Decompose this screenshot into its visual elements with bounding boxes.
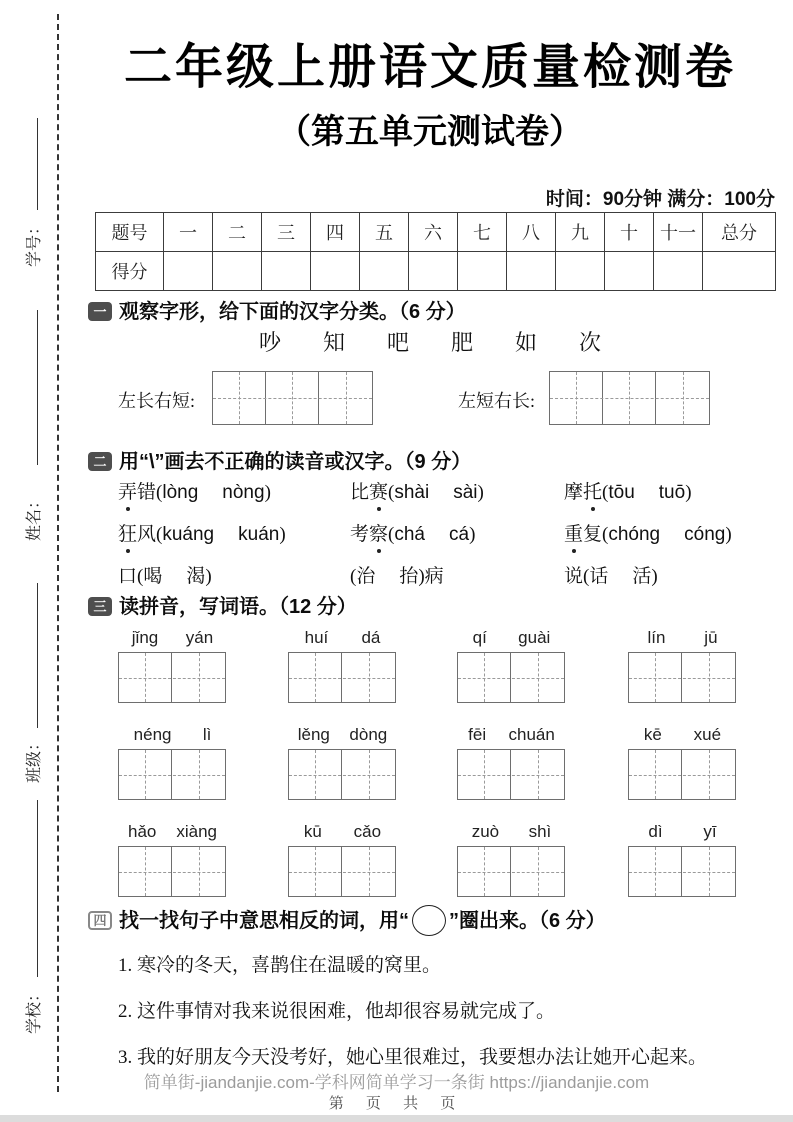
pinyin-syllable: chuán (508, 725, 555, 744)
antonym-sentence[interactable]: 2. 这件事情对我来说很困难，他却很容易就完成了。 (118, 1001, 556, 1022)
tianzige-writing-cell[interactable] (119, 653, 172, 702)
strike-option[interactable]: cóng (684, 524, 726, 545)
strike-wrong-item[interactable]: 狂风(kuáng kuán) (118, 519, 350, 545)
pinyin-syllable: qí (472, 628, 487, 647)
strike-option[interactable]: kuán (238, 524, 280, 545)
answer-writing-grid (118, 652, 226, 703)
classify-character: 吧 (386, 330, 409, 355)
pinyin-label (288, 628, 397, 648)
tianzige-writing-cell[interactable] (342, 750, 395, 799)
tianzige-writing-cell[interactable] (342, 653, 395, 702)
section1-character-list (85, 326, 775, 357)
tianzige-writing-cell[interactable] (319, 372, 372, 424)
writing-grid-left-long (212, 371, 373, 425)
pinyin-word-block (628, 725, 737, 804)
pinyin-word-block (457, 725, 566, 804)
pinyin-syllable: dì (648, 822, 663, 841)
strike-option[interactable]: shài (394, 482, 430, 503)
section4-badge: 四 (88, 911, 112, 930)
answer-writing-grid (457, 652, 565, 703)
pinyin-syllable: zuò (471, 822, 500, 841)
score-table-score-row (96, 252, 776, 291)
tianzige-writing-cell[interactable] (629, 847, 682, 896)
strike-option[interactable]: 抬 (399, 566, 419, 587)
answer-writing-grid (628, 846, 736, 897)
class-blank-line[interactable] (37, 583, 38, 728)
section4-header (88, 904, 778, 936)
section3-row-1 (85, 628, 775, 708)
tianzige-writing-cell[interactable] (342, 847, 395, 896)
answer-writing-grid (457, 846, 565, 897)
group-left-short-label: 左短右长: (458, 391, 536, 411)
tianzige-writing-cell[interactable] (682, 847, 735, 896)
section4-title-pre: 找一找句子中意思相反的词，用“ (119, 910, 409, 932)
score-table-header-cell: 十一 (654, 213, 703, 252)
tianzige-writing-cell[interactable] (458, 750, 511, 799)
pinyin-word-block (118, 628, 227, 707)
score-entry-cell[interactable] (703, 252, 776, 291)
section2-badge: 二 (88, 452, 112, 471)
section3-badge: 三 (88, 597, 112, 616)
footer-page-number: 第 页 共 页 (328, 1095, 465, 1112)
pinyin-syllable: lì (202, 725, 212, 744)
answer-writing-grid (288, 846, 396, 897)
item-character: 说 (564, 566, 584, 587)
strike-option[interactable]: sài (453, 482, 478, 503)
student-id-blank-line[interactable] (37, 118, 38, 210)
score-entry-cell[interactable] (213, 252, 262, 291)
item-character: 错 (137, 482, 157, 503)
pinyin-syllable: dá (361, 628, 381, 647)
pinyin-syllable: fēi (468, 725, 487, 744)
dotted-character: 弄 (118, 477, 137, 504)
tianzige-writing-cell[interactable] (656, 372, 709, 424)
writing-grid-left-short (549, 371, 710, 425)
group-left-long-label: 左长右短: (118, 391, 196, 411)
pinyin-syllable: lín (647, 628, 666, 647)
tianzige-writing-cell[interactable] (458, 847, 511, 896)
tianzige-writing-cell[interactable] (458, 653, 511, 702)
pinyin-syllable: jǐng (131, 628, 159, 647)
tianzige-writing-cell[interactable] (172, 847, 225, 896)
dotted-character: 察 (369, 519, 388, 546)
pinyin-word-block (628, 628, 737, 707)
strike-option[interactable]: nòng (222, 482, 265, 503)
strike-option[interactable]: 治 (356, 566, 376, 587)
pinyin-syllable: cǎo (353, 822, 382, 841)
score-entry-cell[interactable] (654, 252, 703, 291)
school-blank-line[interactable] (37, 800, 38, 977)
tianzige-writing-cell[interactable] (603, 372, 656, 424)
paper-title: 二年级上册语文质量检测卷 (123, 41, 736, 94)
class-label: 班级： (26, 734, 43, 783)
item-character: 口 (118, 566, 138, 587)
score-table-header-cell: 十 (605, 213, 654, 252)
tianzige-writing-cell[interactable] (511, 750, 564, 799)
section4-title-post: ”圈出来。（6 分） (449, 910, 606, 932)
strike-option[interactable]: lòng (162, 482, 199, 503)
score-table-header-cell: 九 (556, 213, 605, 252)
classify-character: 知 (322, 330, 345, 355)
circle-example-icon (412, 905, 446, 936)
section1-classification-row (85, 371, 775, 427)
pinyin-label (457, 822, 566, 842)
score-table-header-cell: 七 (458, 213, 507, 252)
dotted-character: 赛 (369, 477, 388, 504)
score-table (95, 212, 776, 291)
pinyin-word-block (628, 822, 737, 901)
pinyin-syllable: dòng (349, 725, 388, 744)
strike-option[interactable]: 喝 (143, 566, 163, 587)
strike-wrong-item[interactable]: 考察(chá cá) (350, 519, 564, 545)
section1-badge: 一 (88, 302, 112, 321)
classify-character: 吵 (258, 330, 281, 355)
answer-writing-grid (118, 749, 226, 800)
strike-option[interactable]: chá (394, 524, 425, 545)
strike-wrong-item[interactable]: 说(话 活) (564, 561, 773, 587)
classify-character: 次 (579, 330, 602, 355)
strike-wrong-item[interactable]: 口(喝 渴) (118, 561, 350, 587)
section1-header (88, 295, 778, 324)
score-table-header-cell: 总分 (703, 213, 776, 252)
section3-row-2 (85, 725, 775, 805)
answer-writing-grid (628, 749, 736, 800)
dotted-character: 重 (564, 519, 583, 546)
pinyin-syllable: jū (704, 628, 718, 647)
pinyin-syllable: shì (528, 822, 552, 841)
footer-watermark: 简单街-jiandanjie.com-学科网简单学习一条街 https://jiandanjie.com (143, 1073, 650, 1092)
scan-edge-artifact (0, 1115, 793, 1122)
dotted-character: 狂 (118, 519, 137, 546)
item-character: 风 (137, 524, 157, 545)
antonym-sentence[interactable]: 3. 我的好朋友今天没考好，她心里很难过，我要想办法让她开心起来。 (118, 1047, 708, 1068)
item-character: 比 (350, 482, 370, 503)
pinyin-label (457, 628, 566, 648)
section3-header (88, 590, 778, 619)
pinyin-label (628, 725, 737, 745)
pinyin-syllable: yán (185, 628, 214, 647)
dotted-character: 托 (583, 477, 602, 504)
antonym-sentence[interactable]: 1. 寒冷的冬天，喜鹊住在温暖的窝里。 (118, 955, 442, 976)
tianzige-writing-cell[interactable] (289, 847, 342, 896)
pinyin-label (628, 628, 737, 648)
pinyin-syllable: huí (304, 628, 329, 647)
score-entry-cell[interactable] (360, 252, 409, 291)
pinyin-syllable: hǎo (127, 822, 157, 841)
student-name-label: 姓名： (26, 492, 43, 541)
tianzige-writing-cell[interactable] (119, 847, 172, 896)
answer-writing-grid (457, 749, 565, 800)
strike-option[interactable]: 活 (632, 566, 652, 587)
strike-wrong-item[interactable]: 比赛(shài sài) (350, 477, 564, 503)
student-name-blank-line[interactable] (37, 310, 38, 465)
score-table-header-cell: 四 (311, 213, 360, 252)
pinyin-word-block (288, 628, 397, 707)
tianzige-writing-cell[interactable] (629, 750, 682, 799)
strike-option[interactable]: tuō (658, 482, 686, 503)
tianzige-writing-cell[interactable] (511, 653, 564, 702)
pinyin-syllable: xiàng (176, 822, 217, 841)
item-character: 摩 (564, 482, 584, 503)
strike-wrong-item[interactable]: 弄错(lòng nòng) (118, 477, 350, 503)
pinyin-label (118, 725, 227, 745)
answer-writing-grid (288, 749, 396, 800)
tianzige-writing-cell[interactable] (629, 653, 682, 702)
pinyin-syllable: guài (518, 628, 551, 647)
item-character: 复 (583, 524, 603, 545)
school-label: 学校： (26, 985, 43, 1034)
pinyin-label (457, 725, 566, 745)
score-table-header-cell: 八 (507, 213, 556, 252)
item-character: 考 (350, 524, 370, 545)
score-table-header-row (96, 213, 776, 252)
answer-writing-grid (288, 652, 396, 703)
strike-wrong-item[interactable]: (治 抬)病 (350, 566, 444, 587)
score-table-header-cell: 二 (213, 213, 262, 252)
score-table-header-cell: 六 (409, 213, 458, 252)
pinyin-word-block (288, 725, 397, 804)
score-entry-cell[interactable] (507, 252, 556, 291)
tianzige-writing-cell[interactable] (119, 750, 172, 799)
pinyin-syllable: xué (693, 725, 722, 744)
tianzige-writing-cell[interactable] (266, 372, 319, 424)
classify-character: 肥 (451, 330, 474, 355)
time-and-score-info: 时间：90分钟 满分：100分 (545, 189, 775, 210)
score-entry-cell[interactable] (605, 252, 654, 291)
pinyin-word-block (118, 822, 227, 901)
strike-option[interactable]: cá (449, 524, 470, 545)
pinyin-word-block (457, 822, 566, 901)
tianzige-writing-cell[interactable] (213, 372, 266, 424)
tianzige-writing-cell[interactable] (682, 750, 735, 799)
pinyin-label (628, 822, 737, 842)
score-table-header-cell: 题号 (96, 213, 164, 252)
pinyin-word-block (288, 822, 397, 901)
answer-writing-grid (628, 652, 736, 703)
strike-wrong-item[interactable]: 摩托(tōu tuō) (564, 477, 773, 503)
score-entry-cell[interactable] (262, 252, 311, 291)
binding-dashed-line (57, 14, 59, 1092)
pinyin-syllable: néng (133, 725, 172, 744)
pinyin-label (288, 725, 397, 745)
score-row-label-cell: 得分 (96, 252, 164, 291)
pinyin-word-block (457, 628, 566, 707)
strike-wrong-item[interactable]: 重复(chóng cóng) (564, 519, 773, 545)
section3-row-3 (85, 822, 775, 902)
score-entry-cell[interactable] (409, 252, 458, 291)
tianzige-writing-cell[interactable] (172, 653, 225, 702)
score-entry-cell[interactable] (556, 252, 605, 291)
section1-title: 观察字形，给下面的汉字分类。（6 分） (119, 301, 466, 323)
pinyin-label (288, 822, 397, 842)
strike-option[interactable]: 渴 (186, 566, 206, 587)
score-entry-cell[interactable] (311, 252, 360, 291)
pinyin-label (118, 628, 227, 648)
strike-option[interactable]: 话 (589, 566, 609, 587)
tianzige-writing-cell[interactable] (172, 750, 225, 799)
score-table-header-cell: 五 (360, 213, 409, 252)
pinyin-syllable: kē (643, 725, 662, 744)
tianzige-writing-cell[interactable] (682, 653, 735, 702)
pinyin-label (118, 822, 227, 842)
tianzige-writing-cell[interactable] (289, 653, 342, 702)
tianzige-writing-cell[interactable] (289, 750, 342, 799)
strike-option[interactable]: tōu (608, 482, 635, 503)
score-table-header-cell: 三 (262, 213, 311, 252)
pinyin-word-block (118, 725, 227, 804)
section2-items (118, 477, 773, 587)
tianzige-writing-cell[interactable] (550, 372, 603, 424)
tianzige-writing-cell[interactable] (511, 847, 564, 896)
strike-option[interactable]: chóng (608, 524, 661, 545)
score-table-header-cell: 一 (164, 213, 213, 252)
pinyin-syllable: lěng (297, 725, 330, 744)
section2-header (88, 445, 778, 474)
paper-subtitle: （第五单元测试卷） (277, 113, 583, 151)
pinyin-syllable: yī (703, 822, 717, 841)
section3-title: 读拼音，写词语。（12 分） (119, 596, 357, 618)
score-entry-cell[interactable] (458, 252, 507, 291)
student-id-label: 学号： (26, 218, 43, 267)
answer-writing-grid (118, 846, 226, 897)
score-entry-cell[interactable] (164, 252, 213, 291)
strike-option[interactable]: kuáng (162, 524, 215, 545)
classify-character: 如 (515, 330, 538, 355)
pinyin-syllable: kū (303, 822, 322, 841)
section2-title: 用“\”画去不正确的读音或汉字。（9 分） (119, 451, 472, 473)
